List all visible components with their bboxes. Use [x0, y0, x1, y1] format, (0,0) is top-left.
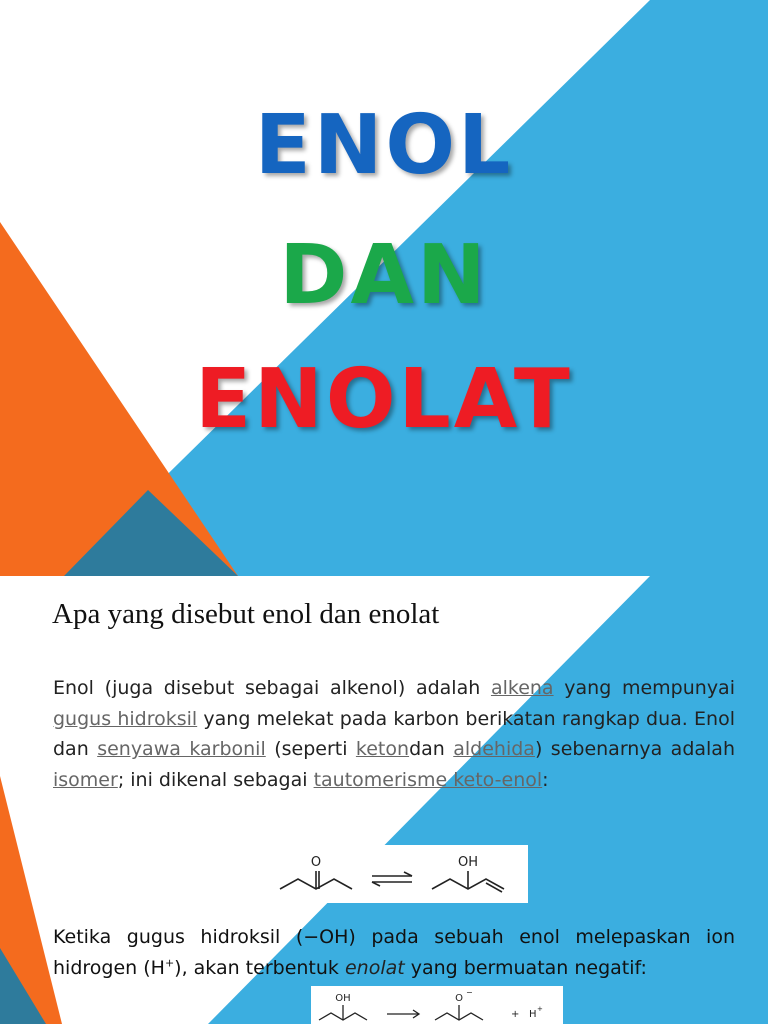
- keto-enol-diagram: [272, 845, 528, 903]
- text-run: ) sebenarnya adalah: [534, 738, 735, 761]
- paragraph-enolate-formation: [53, 922, 735, 983]
- superscript-plus: +: [164, 956, 175, 970]
- enolate-charge-label: −: [466, 988, 473, 997]
- enolate-diagram: [311, 986, 563, 1024]
- term-enolat: enolat: [344, 956, 405, 979]
- term-enol: Enol: [53, 677, 94, 699]
- title-dan: DAN: [279, 228, 489, 323]
- link-tautomerisme-keto-enol[interactable]: tautomerisme keto-enol: [313, 768, 543, 791]
- plus-sign: +: [511, 1009, 520, 1020]
- link-gugus-hidroksil[interactable]: gugus hidroksil: [53, 707, 198, 730]
- proton-label: H: [529, 1009, 537, 1020]
- title-enolat: ENOLAT: [195, 352, 573, 447]
- text-run: :: [542, 768, 549, 791]
- text-run: yang mempunyai: [553, 677, 735, 699]
- enol-oh-label: OH: [457, 855, 479, 870]
- link-isomer[interactable]: isomer: [53, 768, 118, 791]
- text-run: dan: [409, 738, 454, 761]
- enol-oh-label: OH: [335, 993, 351, 1004]
- proton-charge-label: +: [537, 1005, 543, 1013]
- text-run: yang melekat pada karbon berikatan rangkap dua. Enol dan: [53, 707, 735, 761]
- text-run: (seperti: [265, 738, 356, 761]
- enolate-oxygen-label: O: [455, 993, 463, 1004]
- paragraph-enol-definition: [53, 673, 735, 795]
- keto-enol-reaction-image: [272, 845, 528, 903]
- text-run: (juga disebut sebagai: [93, 677, 330, 699]
- term-alkenol: alkenol: [329, 677, 398, 699]
- link-alkena[interactable]: alkena: [490, 677, 554, 699]
- text-run: ; ini dikenal sebagai: [117, 768, 314, 791]
- link-aldehida[interactable]: aldehida: [453, 738, 535, 761]
- enolate-reaction-image: [311, 986, 563, 1024]
- link-keton[interactable]: keton: [355, 738, 410, 761]
- text-run: Ketika gugus hidroksil (−OH) pada sebuah enol melepaskan ion hidrogen (H: [53, 926, 735, 979]
- ketone-oxygen-label: O: [310, 855, 322, 870]
- text-run: yang bermuatan negatif:: [404, 956, 647, 979]
- slide-heading: Apa yang disebut enol dan enolat: [52, 598, 440, 630]
- text-run: ) adalah: [397, 677, 491, 699]
- title-enol: ENOL: [254, 98, 514, 193]
- link-senyawa-karbonil[interactable]: senyawa karbonil: [97, 738, 266, 761]
- text-run: ), akan terbentuk: [174, 956, 345, 979]
